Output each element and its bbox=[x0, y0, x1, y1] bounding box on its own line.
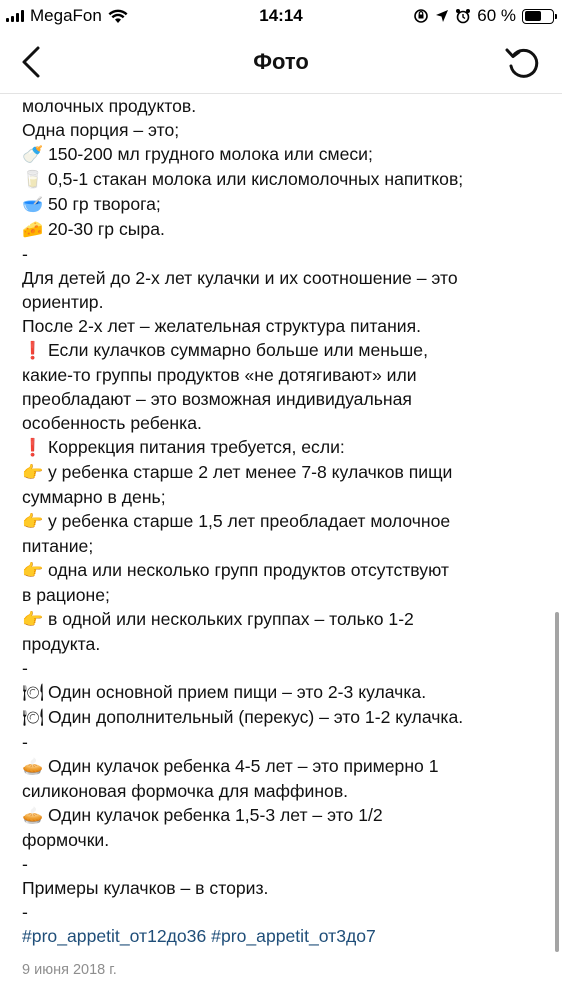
caption-line bbox=[22, 656, 547, 680]
emoji-icon: 🍽 bbox=[22, 708, 44, 728]
caption-line bbox=[22, 583, 547, 607]
caption-line bbox=[22, 680, 547, 705]
caption-text: питание; bbox=[22, 536, 94, 556]
scrollbar[interactable] bbox=[555, 612, 559, 952]
hashtags bbox=[22, 924, 547, 948]
caption-line bbox=[22, 509, 547, 534]
caption-text: - bbox=[22, 902, 28, 922]
caption-text: Один основной прием пищи – это 2-3 кулачка. bbox=[48, 682, 427, 702]
caption-line bbox=[22, 314, 547, 338]
caption-text: в рационе; bbox=[22, 585, 110, 605]
emoji-icon: 🍽 bbox=[22, 683, 44, 703]
emoji-icon: 🍼 bbox=[22, 145, 44, 165]
caption-line bbox=[22, 876, 547, 900]
caption-text: 0,5-1 стакан молока или кисломолочных напитков; bbox=[48, 169, 464, 189]
caption-line bbox=[22, 266, 547, 290]
caption-text: Для детей до 2-х лет кулачки и их соотношение – это bbox=[22, 268, 458, 288]
emoji-icon: 🥣 bbox=[22, 195, 44, 215]
caption-text: у ребенка старше 2 лет менее 7-8 кулачков пищи bbox=[48, 462, 453, 482]
status-bar bbox=[0, 0, 562, 32]
caption-text: Один дополнительный (перекус) – это 1-2 кулачка. bbox=[48, 707, 464, 727]
caption-line bbox=[22, 167, 547, 192]
caption-text: Коррекция питания требуется, если: bbox=[48, 437, 345, 457]
emoji-icon: ❗ bbox=[22, 438, 44, 458]
emoji-icon: ❗ bbox=[22, 341, 44, 361]
caption-line bbox=[22, 142, 547, 167]
caption-text: ориентир. bbox=[22, 292, 104, 312]
caption-line bbox=[22, 242, 547, 266]
caption-line bbox=[22, 534, 547, 558]
caption-text: преобладают – это возможная индивидуальная bbox=[22, 389, 412, 409]
caption-line bbox=[22, 754, 547, 779]
status-time: 14:14 bbox=[259, 6, 303, 25]
caption-line bbox=[22, 338, 547, 363]
status-right bbox=[413, 6, 554, 26]
carrier-name: MegaFon bbox=[30, 6, 102, 25]
caption-line bbox=[22, 94, 547, 118]
navigation-bar bbox=[0, 32, 562, 94]
caption-line bbox=[22, 485, 547, 509]
caption-line bbox=[22, 803, 547, 828]
emoji-icon: 👉 bbox=[22, 561, 44, 581]
caption-text: одна или несколько групп продуктов отсутствуют bbox=[48, 560, 449, 580]
caption-text: суммарно в день; bbox=[22, 487, 166, 507]
caption-line bbox=[22, 290, 547, 314]
caption-line bbox=[22, 411, 547, 435]
caption-text: формочки. bbox=[22, 830, 110, 850]
emoji-icon: 👉 bbox=[22, 463, 44, 483]
caption-text: - bbox=[22, 244, 28, 264]
caption-text: Одна порция – это; bbox=[22, 120, 180, 140]
emoji-icon: 👉 bbox=[22, 610, 44, 630]
caption-line bbox=[22, 363, 547, 387]
caption-line bbox=[22, 632, 547, 656]
caption-text: Один кулачок ребенка 4-5 лет – это примерно 1 bbox=[48, 756, 439, 776]
caption-text: особенность ребенка. bbox=[22, 413, 202, 433]
caption-line bbox=[22, 118, 547, 142]
caption-line bbox=[22, 435, 547, 460]
caption-text: продукта. bbox=[22, 634, 101, 654]
caption-line bbox=[22, 779, 547, 803]
location-icon bbox=[435, 9, 449, 23]
alarm-icon bbox=[455, 8, 471, 24]
caption-line bbox=[22, 387, 547, 411]
caption-line bbox=[22, 607, 547, 632]
battery-percent: 60 % bbox=[477, 6, 516, 25]
caption-text: Один кулачок ребенка 1,5-3 лет – это 1/2 bbox=[48, 805, 383, 825]
caption-text: Если кулачков суммарно больше или меньше, bbox=[48, 340, 428, 360]
emoji-icon: 🧀 bbox=[22, 220, 44, 240]
caption-line bbox=[22, 900, 547, 924]
caption-text: - bbox=[22, 854, 28, 874]
caption-text: - bbox=[22, 658, 28, 678]
emoji-icon: 🥛 bbox=[22, 170, 44, 190]
caption-text: - bbox=[22, 732, 28, 752]
battery-icon bbox=[522, 9, 554, 24]
caption-lines bbox=[22, 94, 547, 924]
caption-line bbox=[22, 460, 547, 485]
hashtag-link[interactable]: #pro_appetit_от3до7 bbox=[211, 926, 376, 946]
caption-text: 50 гр творога; bbox=[48, 194, 161, 214]
caption-line bbox=[22, 705, 547, 730]
caption-text: силиконовая формочка для маффинов. bbox=[22, 781, 349, 801]
caption-text: Примеры кулачков – в сториз. bbox=[22, 878, 269, 898]
caption-line bbox=[22, 217, 547, 242]
caption-line bbox=[22, 192, 547, 217]
post-caption bbox=[22, 94, 547, 1000]
caption-line bbox=[22, 558, 547, 583]
page-title: Фото bbox=[253, 49, 309, 74]
caption-text: 20-30 гр сыра. bbox=[48, 219, 165, 239]
caption-text: в одной или нескольких группах – только 1-2 bbox=[48, 609, 414, 629]
caption-text: молочных продуктов. bbox=[22, 96, 197, 116]
orientation-lock-icon bbox=[413, 8, 429, 24]
emoji-icon: 🥧 bbox=[22, 757, 44, 777]
caption-line bbox=[22, 730, 547, 754]
caption-text: какие-то группы продуктов «не дотягивают» или bbox=[22, 365, 417, 385]
caption-text: у ребенка старше 1,5 лет преобладает молочное bbox=[48, 511, 451, 531]
hashtag-link[interactable]: #pro_appetit_от12до36 bbox=[22, 926, 207, 946]
battery-level bbox=[525, 11, 541, 21]
caption-line bbox=[22, 828, 547, 852]
emoji-icon: 👉 bbox=[22, 512, 44, 532]
emoji-icon: 🥧 bbox=[22, 806, 44, 826]
post-date: 9 июня 2018 г. bbox=[22, 962, 117, 978]
caption-line bbox=[22, 852, 547, 876]
caption-text: 150-200 мл грудного молока или смеси; bbox=[48, 144, 373, 164]
refresh-icon[interactable] bbox=[504, 44, 542, 82]
caption-text: После 2-х лет – желательная структура питания. bbox=[22, 316, 422, 336]
